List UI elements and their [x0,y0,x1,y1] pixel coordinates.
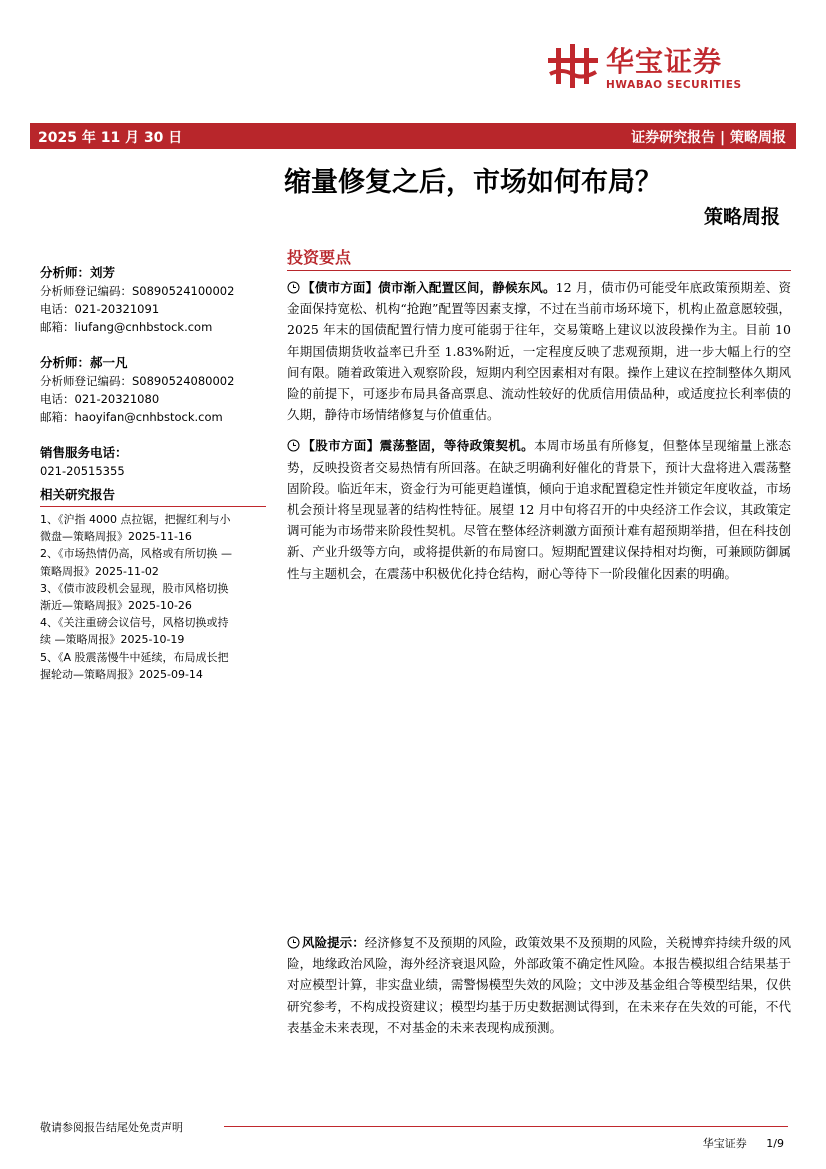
bond-market-paragraph [287,277,791,425]
page-title: 缩量修复之后，市场如何布局？ [284,167,662,198]
list-item: 2、《市场热情仍高，风格或有所切换 — 策略周报》2025-11-02 [40,547,232,578]
header-banner [30,123,796,149]
analyst-block [40,264,264,336]
list-item: 1、《沪指 4000 点拉锯，把握红利与小 微盘—策略周报》2025-11-16 [40,513,231,544]
report-date: 2025 年 11 月 30 日 [38,130,183,146]
analyst-name: 分析师：刘芳 [40,265,116,280]
analyst-sidebar [40,262,264,683]
list-item: 5、《A 股震荡慢牛中延续，布局成长把 握轮动—策略周报》2025-09-14 [40,650,229,681]
footer-info [703,1135,784,1151]
risk-warning [287,932,791,1048]
page-subtitle: 策略周报 [703,206,780,228]
logo-text-cn: 华宝证券 [606,45,723,78]
list-item: 4、《关注重磅会议信号，风格切换或持 续 —策略周报》2025-10-19 [40,616,229,647]
section-divider [40,506,266,507]
section-divider [287,270,791,271]
stock-market-paragraph [287,435,791,583]
hwabao-logo-icon [548,44,600,88]
paragraph-lead: 【债市方面】债市渐入配置区间，静候东风。 [302,280,556,295]
sales-phone: 021-20515355 [40,464,125,478]
paragraph-body: 12 月，债市仍可能受年底政策预期差、资金面保持宽松、机构“抢跑”配置等因素支撑，不过在当前市场环境下，机构止盈意愿较强，2025 年末的国债配置行情力度可能弱于往年，交易策略上建议以波段操作为主。目前 10 年期国债期货收益率已升至 1.83%附近，一定程度反映了悲观预期，进一步大幅上行的空间有限。随着政策进入观察阶段，短期内利空因素相对有限。操作上建议在控制整体久期风险的前提下，可逐步布局具备高票息、流动性较好的优质信用债品种，或适度拉长利率债的久期，静待市场情绪修复与价值重估。 [287,280,791,423]
report-type: 证券研究报告 | 策略周报 [631,130,786,146]
page-number: 1/9 [766,1137,784,1150]
footer-company: 华宝证券 [702,1137,747,1150]
analyst-license: 分析师登记编码：S0890524080002 [40,374,235,388]
footer-divider [224,1126,788,1127]
analyst-block [40,354,264,426]
analyst-name: 分析师：郝一凡 [40,355,128,370]
logo-text-en: HWABAO SECURITIES [606,79,742,91]
analyst-license: 分析师登记编码：S0890524100002 [40,284,235,298]
analyst-email: 邮箱：liufang@cnhbstock.com [40,320,213,334]
section-title: 投资要点 [287,248,352,267]
company-logo [548,44,780,94]
sales-label: 销售服务电话： [40,445,128,460]
clock-bullet-icon [287,281,300,294]
risk-paragraph [287,932,791,1038]
paragraph-body: 本周市场虽有所修复，但整体呈现缩量上涨态势，反映投资者交易热情有所回落。在缺乏明确利好催化的背景下，预计大盘将进入震荡整固阶段。临近年末，资金行为可能更趋谨慎，倾向于追求配置稳定性并锁定年度收益，市场机会预计将呈现显著的结构性特征。展望 12 月中旬将召开的中央经济工作会议，其政策定调可能为市场带来阶段性契机。尽管在整体经济刺激方面预计难有超预期举措，但在科技创新、产业升级等方向，或将提供新的布局窗口。短期配置建议保持相对均衡，可兼顾防御属性与主题机会，在震荡中积极优化持仓结构，耐心等待下一阶段催化因素的明确。 [287,438,791,581]
analyst-email: 邮箱：haoyifan@cnhbstock.com [40,410,223,424]
related-reports-title: 相关研究报告 [40,487,116,502]
clock-bullet-icon [287,439,300,452]
analyst-phone: 电话：021-20321091 [40,302,160,316]
investment-highlights [287,245,791,594]
analyst-phone: 电话：021-20321080 [40,392,160,406]
clock-bullet-icon [287,936,300,949]
related-reports-list [40,511,264,683]
risk-lead: 风险提示： [302,935,365,950]
list-item: 3、《债市波段机会显现，股市风格切换 渐近—策略周报》2025-10-26 [40,581,229,613]
footer-disclaimer: 敬请参阅报告结尾处免责声明 [40,1121,183,1134]
paragraph-lead: 【股市方面】震荡整固，等待政策契机。 [302,438,534,454]
risk-body: 经济修复不及预期的风险，政策效果不及预期的风险，关税博弈持续升级的风险，地缘政治风险，海外经济衰退风险，外部政策不确定性风险。本报告模拟组合结果基于对应模型计算，非实盘业绩，需警惕模型失效的风险；文中涉及基金组合等模型结果，仅供研究参考，不构成投资建议；模型均基于历史数据测试得到，在未来存在失效的可能，不代表基金未来表现，不对基金的未来表现构成预测。 [287,935,791,1035]
